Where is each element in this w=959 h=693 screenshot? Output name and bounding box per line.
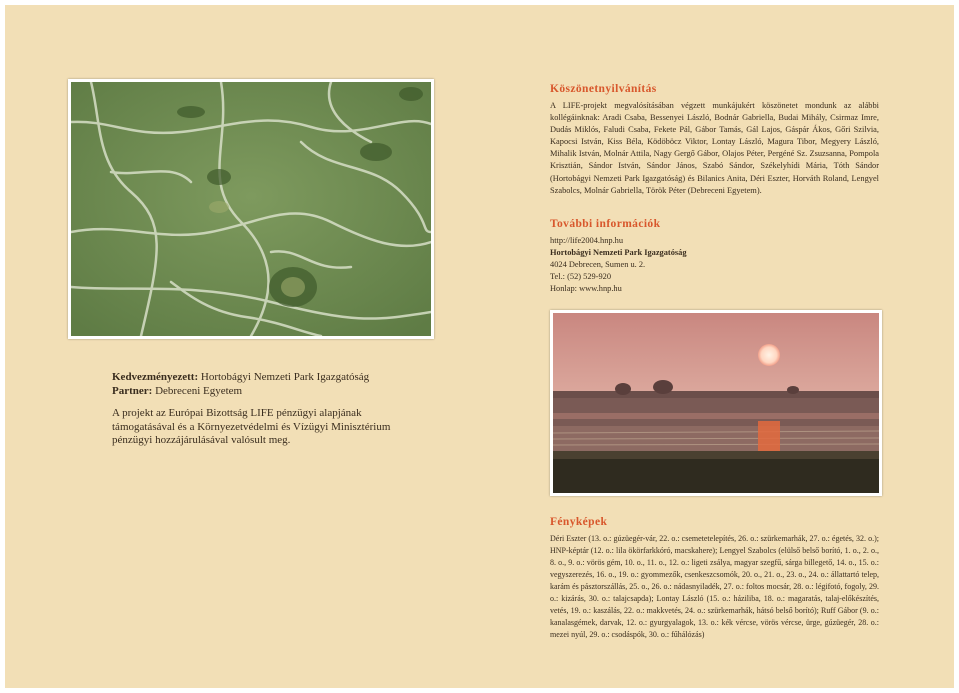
photo-credits-heading: Fényképek [550, 516, 608, 528]
organisation-name: Hortobágyi Nemzeti Park Igazgatóság [550, 248, 687, 257]
address: 4024 Debrecen, Sumen u. 2. [550, 260, 646, 269]
brochure-page [5, 5, 954, 688]
sunset-wetland-photo [550, 310, 882, 496]
aerial-marsh-photo [68, 79, 434, 339]
telephone: Tel.: (52) 529-920 [550, 272, 612, 281]
beneficiary-label: Kedvezményezett: [112, 371, 199, 383]
acknowledgement-section [550, 83, 879, 197]
more-info-section [550, 218, 879, 295]
beneficiary-section [112, 371, 422, 448]
photo-credits-section [550, 516, 879, 641]
beneficiary-line [112, 371, 422, 385]
acknowledgement-text: A LIFE-projekt megvalósításában végzett munkájukért köszönetet mondunk az alábbi kollégáinknak: Aradi Csaba, Bessenyei László, Bodnár Gabriella, Budai Mihály, Csirmaz Imre, Dudás Miklós, Faludi Csaba, Fekete Pál, Gábor Tamás, Gál Lajos, Gáspár Ákos, Gőri Szilvia, Kapocsi István, Kiss Béla, Ködöböcz Viktor, Lontay László, Magura Tibor, Megyery László, Mihalik István, Molnár Attila, Nagy Gergő Gábor, Olajos Péter, Pergéné Sz. Zsuzsanna, Pompola Krisztián, Sándor István, Sándor János, Szabó Sándor, Székelyhídi Mária, Tóth Sándor (Hortobágyi Nemzeti Park Igazgatóság) és Bilanics Anita, Déri Eszter, Horváth Roland, Lengyel Szabolcs, Molnár Gabriella, Török Péter (Debreceni Egyetem). [550, 101, 879, 195]
project-url-link[interactable]: http://life2004.hnp.hu [550, 236, 624, 245]
website-link[interactable]: Honlap: www.hnp.hu [550, 284, 622, 293]
partner-line [112, 385, 422, 399]
beneficiary-value: Hortobágyi Nemzeti Park Igazgatóság [200, 371, 370, 383]
acknowledgement-heading: Köszönetnyilvánítás [550, 83, 657, 95]
photo-credits-text: Déri Eszter (13. o.: gúzüegér-vár, 22. o.: csemetetelepítés, 26. o.: szürkemarhák, 27. o.: égetés, 32. o.); HNP-képtár (12. o.: lila ökörfarkkóró, macskahere); Lengyel Szabolcs (elülső belső borító, 1. o., 2. o., 8. o., 9. o.: vörös gém, 10. o., 11. o., 12. o.: ligeti zsálya, magyar szegfű, sárga billegető, 14. o., 15. o.: vegyszerezés, 16. o., 19. o.: gyommezők, csenkeszcsomók, 20. o., 21. o., 23. o., 24. o.: állattartó telep, karám és pásztorszállás, 25. o., 26. o.: nádasnyiladék, 27. o.: foltos mocsár, 28. o.: légifotó, fogoly, 29. o.: kizárás, 30. o.: talajcsapda); Lontay László (15. o.: háziliba, 18. o.: magaratás, talaj-előkészítés, vetés, 19. o.: kaszálás, 22. o.: makkvetés, 24. o.: szürkemarhák, hátsó belső borító); Ruff Gábor (9. o.: kanalasgémek, darvak, 12. o.: gyurgyalagok, 13. o.: kék vércse, vörös vércse, ürge, gúzüegér, 28. o.: mezei nyúl, 29. o.: csodáspók, 30. o.: fűhálózás) [550, 534, 879, 639]
partner-label: Partner: [112, 384, 153, 397]
funding-note: A projekt az Európai Bizottság LIFE pénzügyi alapjának támogatásával és a Környezetvédelmi és Vízügyi Minisztérium pénzügyi hozzájárulásával valósult meg. [112, 407, 391, 446]
partner-value: Debreceni Egyetem [155, 384, 243, 397]
more-info-heading: További információk [550, 218, 661, 230]
